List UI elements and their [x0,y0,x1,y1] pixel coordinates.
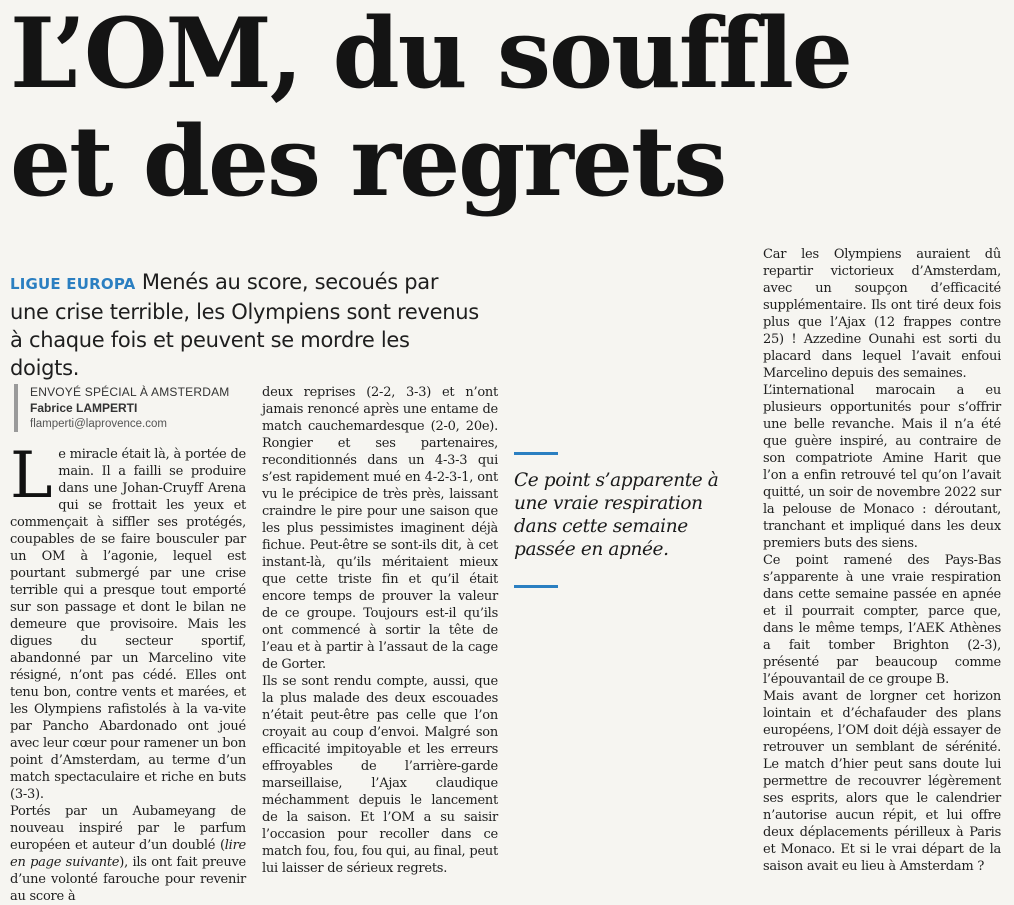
paragraph: Car les Olympiens auraient dû repartir victorieux d’Amsterdam, avec un soupçon d’efficacité supplémentaire. Ils ont tiré deux fois plus que l’Ajax (12 frappes contre 25) ! Azzedine Ounahi est sorti du placard dans lequel l’avait enfoui Marcelino depuis des semaines. [763,247,1001,381]
byline [14,384,260,432]
pull-quote-top-rule [514,452,558,455]
paragraph: Ils se sont rendu compte, aussi, que la plus malade des deux escouades n’était peut-être pas celle que l’on croyait au coup d’envoi. Malgré son efficacité impitoyable et les erreurs effroyables de l’arrière-garde marseillaise, l’Ajax claudique méchamment depuis le lancement de la saison. Et l’OM a su saisir l’occasion pour recoller dans ce match fou, fou, fou qui, au final, peut lui laisser de sérieux regrets. [262,674,498,876]
pull-quote-bottom-rule [514,585,558,588]
standfirst-text: Menés au score, secoués par une crise terrible, les Olympiens sont revenus à chaque fois et peuvent se mordre les doigts. [10,270,479,380]
headline-line-2: et des regrets [10,105,726,218]
paragraph-text: e miracle était là, à portée de main. Il a failli se produire dans une Johan-Cruyff Arena qui se frottait les yeux et commençait à siffler ses protégés, coupables de se faire bousculer par un OM à l’agonie, lequel est pourtant submergé par une crise terrible qui a presque tout emporté sur son passage et dont le bilan ne demeure que provisoire. Mais les digues du secteur sportif, abandonné par un Marcelino vite résigné, n’ont pas cédé. Elles ont tenu bon, contre vents et marées, et les Olympiens rafistolés à la va-vite par Pancho Abardonado ont joué avec leur cœur pour ramener un bon point d’Amsterdam, au terme d’un match spectaculaire et riche en buts (3-3). [10,447,246,802]
paragraph: Ce point ramené des Pays-Bas s’apparente à une vraie respiration dans cette semaine passée en apnée et il pourrait compter, parce que, dans le même temps, l’AEK Athènes a fait tomber Brighton (2-3), présenté par beaucoup comme l’épouvantail de ce groupe B. [763,553,1001,687]
pull-quote [514,452,750,588]
paragraph: L’international marocain a eu plusieurs opportunités pour s’offrir une belle revanche. Mais il n’a été que guère inspiré, au contraire de son compatriote Amine Harit que l’on a enfin retrouvé tel qu’on l’avait quitté, un soir de novembre 2022 sur la pelouse de Monaco : déroutant, tranchant et impliqué dans les deux premiers buts des siens. [763,383,1001,551]
paragraph-text: ), ils ont fait preuve d’une volonté farouche pour revenir au score à [10,855,246,904]
section-rubric: LIGUE EUROPA [10,275,136,293]
pull-quote-text: Ce point s’apparente à une vraie respiration dans cette semaine passée en apnée. [514,470,719,560]
paragraph: Mais avant de lorgner cet horizon lointain et d’échafauder des plans européens, l’OM doit déjà essayer de retrouver un semblant de sérénité. Le match d’hier peut sans doute lui permettre de recouvrer légèrement ses esprits, alors que le calendrier n’autorise aucun répit, et lui offre deux déplacements périlleux à Paris et Monaco. Et si le vrai départ de la saison avait eu lieu à Amsterdam ? [763,689,1001,874]
cross-reference: lire en page suivante [10,838,246,870]
headline [10,0,1010,216]
standfirst [10,268,480,382]
article-column-4 [763,246,1001,875]
headline-line-1: L’OM, du souffle [10,0,851,110]
paragraph: deux reprises (2-2, 3-3) et n’ont jamais renoncé après une entame de match cauchemardesque (2-0, 20e). Rongier et ses partenaires, reconditionnés dans un 4-3-3 qui s’est rapidement mué en 4-2-3-1, ont vu le précipice de très près, laissant craindre le pire pour une saison que les plus pessimistes imaginent déjà fichue. Peut-être se sont-ils dit, à cet instant-là, qu’ils méritaient mieux que cette triste fin et qu’il était encore temps de prouver la valeur de ce groupe. Toujours est-il qu’ils ont commencé à sortir la tête de l’eau et à partir à l’assaut de la cage de Gorter. [262,385,498,672]
paragraph [10,803,246,905]
author-email[interactable]: flamperti@laprovence.com [30,418,167,430]
drop-cap: L [10,439,53,513]
article-column-2 [262,384,498,877]
byline-role: ENVOYÉ SPÉCIAL À AMSTERDAM [30,385,230,399]
article-column-1 [10,439,246,905]
paragraph [10,439,246,803]
paragraph-text: Portés par un Aubameyang de nouveau inspiré par le parfum européen et auteur d’un doublé ( [10,804,246,853]
author-name: Fabrice LAMPERTI [30,401,138,415]
